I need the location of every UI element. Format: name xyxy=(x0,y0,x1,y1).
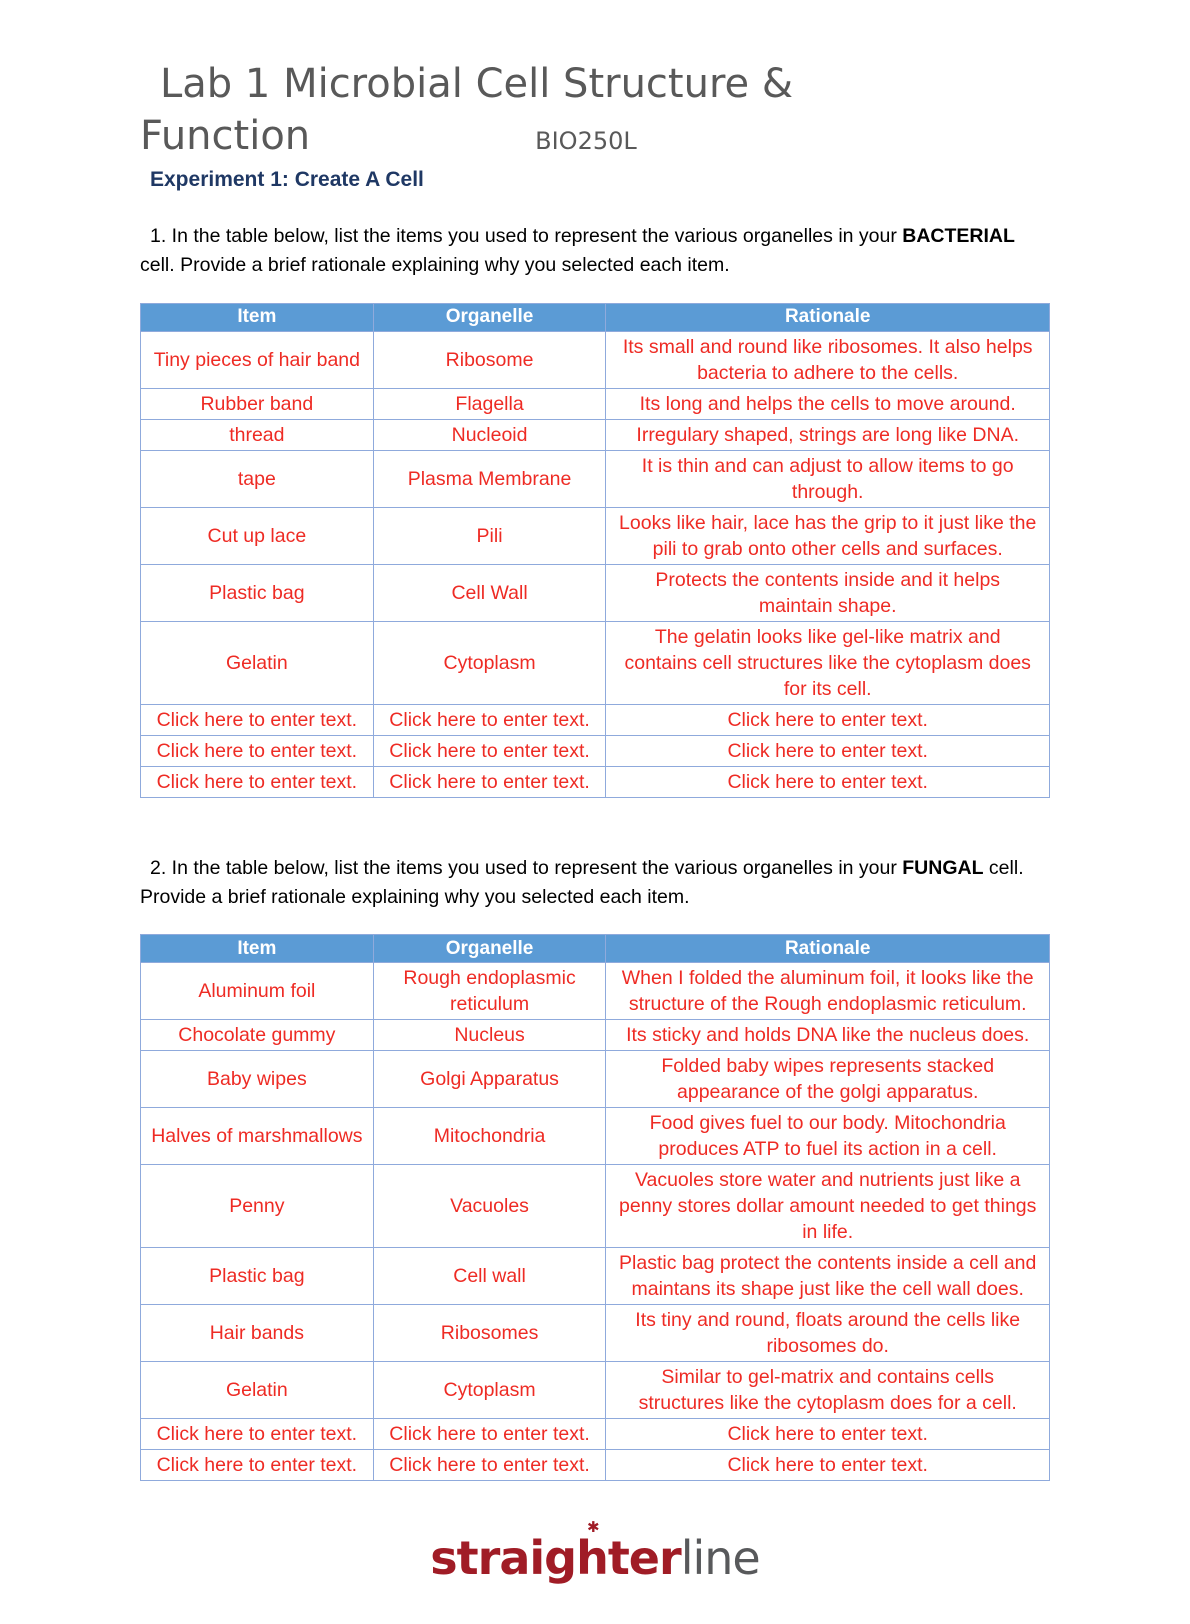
logo-spark-icon: ✱ xyxy=(587,1518,600,1536)
table-row xyxy=(141,704,1050,735)
document-title xyxy=(140,58,1050,162)
logo-text-line: line xyxy=(680,1531,760,1585)
title-line-2: Function xyxy=(140,113,311,159)
experiment-heading: Experiment 1: Create A Cell xyxy=(150,168,424,191)
empty-entry-placeholder[interactable]: Click here to enter text. xyxy=(141,704,374,735)
bacterial-table-body xyxy=(141,331,1050,797)
empty-entry-placeholder[interactable]: Click here to enter text. xyxy=(606,1419,1050,1450)
rationale-cell: The gelatin looks like gel-like matrix and contains cell structures like the cytoplasm does for its cell. xyxy=(606,621,1050,704)
table-row xyxy=(141,331,1050,388)
organelle-cell: Mitochondria xyxy=(373,1108,606,1165)
column-header-rationale: Rationale xyxy=(606,303,1050,331)
table-row xyxy=(141,388,1050,419)
table-header-row xyxy=(141,935,1050,963)
section2-intro xyxy=(140,854,1050,913)
rationale-cell: Food gives fuel to our body. Mitochondria produces ATP to fuel its action in a cell. xyxy=(606,1108,1050,1165)
item-cell: Rubber band xyxy=(141,388,374,419)
organelle-cell: Pili xyxy=(373,507,606,564)
fungal-cell-table xyxy=(140,934,1050,1481)
item-cell: Chocolate gummy xyxy=(141,1020,374,1051)
rationale-cell: Vacuoles store water and nutrients just like a penny stores dollar amount needed to get things in life. xyxy=(606,1165,1050,1248)
organelle-cell: Cell Wall xyxy=(373,564,606,621)
item-cell: Aluminum foil xyxy=(141,963,374,1020)
organelle-cell: Plasma Membrane xyxy=(373,450,606,507)
rationale-cell: Protects the contents inside and it helps maintain shape. xyxy=(606,564,1050,621)
rationale-cell: Its sticky and holds DNA like the nucleus does. xyxy=(606,1020,1050,1051)
empty-entry-placeholder[interactable]: Click here to enter text. xyxy=(373,766,606,797)
organelle-cell: Nucleoid xyxy=(373,419,606,450)
column-header-rationale: Rationale xyxy=(606,935,1050,963)
table-header-row xyxy=(141,303,1050,331)
section-spacer xyxy=(140,806,1050,854)
organelle-cell: Ribosomes xyxy=(373,1305,606,1362)
table-row xyxy=(141,621,1050,704)
table-row xyxy=(141,1165,1050,1248)
section2-intro-suffix: cell. Provide a brief rationale explaining why you selected each item. xyxy=(140,856,1024,908)
table-row xyxy=(141,963,1050,1020)
empty-entry-placeholder[interactable]: Click here to enter text. xyxy=(606,1450,1050,1481)
empty-entry-placeholder[interactable]: Click here to enter text. xyxy=(141,1419,374,1450)
table-row xyxy=(141,766,1050,797)
empty-entry-placeholder[interactable]: Click here to enter text. xyxy=(373,735,606,766)
empty-entry-placeholder[interactable]: Click here to enter text. xyxy=(373,1419,606,1450)
organelle-cell: Nucleus xyxy=(373,1020,606,1051)
table-row xyxy=(141,564,1050,621)
item-cell: Tiny pieces of hair band xyxy=(141,331,374,388)
item-cell: tape xyxy=(141,450,374,507)
empty-entry-placeholder[interactable]: Click here to enter text. xyxy=(373,1450,606,1481)
item-cell: thread xyxy=(141,419,374,450)
section1-intro-text: 1. In the table below, list the items you used to represent the various organelles in your xyxy=(150,225,903,247)
organelle-cell: Rough endoplasmic reticulum xyxy=(373,963,606,1020)
empty-entry-placeholder[interactable]: Click here to enter text. xyxy=(141,735,374,766)
organelle-cell: Ribosome xyxy=(373,331,606,388)
empty-entry-placeholder[interactable]: Click here to enter text. xyxy=(606,766,1050,797)
course-code: BIO250L xyxy=(535,127,637,155)
rationale-cell: Its long and helps the cells to move around. xyxy=(606,388,1050,419)
table-row xyxy=(141,1419,1050,1450)
straighterline-logo xyxy=(140,1518,1050,1585)
item-cell: Baby wipes xyxy=(141,1051,374,1108)
organelle-cell: Flagella xyxy=(373,388,606,419)
bacterial-cell-table xyxy=(140,303,1050,798)
organelle-cell: Cell wall xyxy=(373,1248,606,1305)
table-row xyxy=(141,1108,1050,1165)
item-cell: Plastic bag xyxy=(141,564,374,621)
empty-entry-placeholder[interactable]: Click here to enter text. xyxy=(141,766,374,797)
empty-entry-placeholder[interactable]: Click here to enter text. xyxy=(373,704,606,735)
table-row xyxy=(141,1051,1050,1108)
table-row xyxy=(141,735,1050,766)
empty-entry-placeholder[interactable]: Click here to enter text. xyxy=(606,735,1050,766)
rationale-cell: Looks like hair, lace has the grip to it just like the pili to grab onto other cells and surfaces. xyxy=(606,507,1050,564)
organelle-cell: Cytoplasm xyxy=(373,1362,606,1419)
item-cell: Gelatin xyxy=(141,621,374,704)
section1-intro xyxy=(140,222,1050,281)
table-row xyxy=(141,507,1050,564)
item-cell: Penny xyxy=(141,1165,374,1248)
table-row xyxy=(141,450,1050,507)
empty-entry-placeholder[interactable]: Click here to enter text. xyxy=(141,1450,374,1481)
item-cell: Plastic bag xyxy=(141,1248,374,1305)
item-cell: Halves of marshmallows xyxy=(141,1108,374,1165)
rationale-cell: Its small and round like ribosomes. It also helps bacteria to adhere to the cells. xyxy=(606,331,1050,388)
logo-text-straighter: straighter xyxy=(430,1531,681,1585)
organelle-cell: Cytoplasm xyxy=(373,621,606,704)
table-row xyxy=(141,419,1050,450)
table-row xyxy=(141,1248,1050,1305)
section1-intro-suffix: cell. Provide a brief rationale explaining why you selected each item. xyxy=(140,254,730,277)
rationale-cell: Its tiny and round, floats around the cells like ribosomes do. xyxy=(606,1305,1050,1362)
rationale-cell: Irregulary shaped, strings are long like DNA. xyxy=(606,419,1050,450)
organelle-cell: Vacuoles xyxy=(373,1165,606,1248)
table-row xyxy=(141,1362,1050,1419)
fungal-table-body xyxy=(141,963,1050,1481)
rationale-cell: Folded baby wipes represents stacked appearance of the golgi apparatus. xyxy=(606,1051,1050,1108)
column-header-item: Item xyxy=(141,935,374,963)
rationale-cell: Similar to gel-matrix and contains cells structures like the cytoplasm does for a cell. xyxy=(606,1362,1050,1419)
item-cell: Hair bands xyxy=(141,1305,374,1362)
column-header-organelle: Organelle xyxy=(373,935,606,963)
table-row xyxy=(141,1450,1050,1481)
item-cell: Cut up lace xyxy=(141,507,374,564)
rationale-cell: It is thin and can adjust to allow items to go through. xyxy=(606,450,1050,507)
table-row xyxy=(141,1305,1050,1362)
section2-intro-bold: FUNGAL xyxy=(902,856,984,879)
organelle-cell: Golgi Apparatus xyxy=(373,1051,606,1108)
table-row xyxy=(141,1020,1050,1051)
item-cell: Gelatin xyxy=(141,1362,374,1419)
section2-intro-text: 2. In the table below, list the items you used to represent the various organelles in your xyxy=(150,856,903,879)
section1-intro-bold: BACTERIAL xyxy=(902,225,1015,247)
rationale-cell: Plastic bag protect the contents inside a cell and maintans its shape just like the cell wall does. xyxy=(606,1248,1050,1305)
rationale-cell: When I folded the aluminum foil, it looks like the structure of the Rough endoplasmic reticulum. xyxy=(606,963,1050,1020)
column-header-organelle: Organelle xyxy=(373,303,606,331)
column-header-item: Item xyxy=(141,303,374,331)
title-line-1: Lab 1 Microbial Cell Structure & xyxy=(160,61,794,107)
empty-entry-placeholder[interactable]: Click here to enter text. xyxy=(606,704,1050,735)
